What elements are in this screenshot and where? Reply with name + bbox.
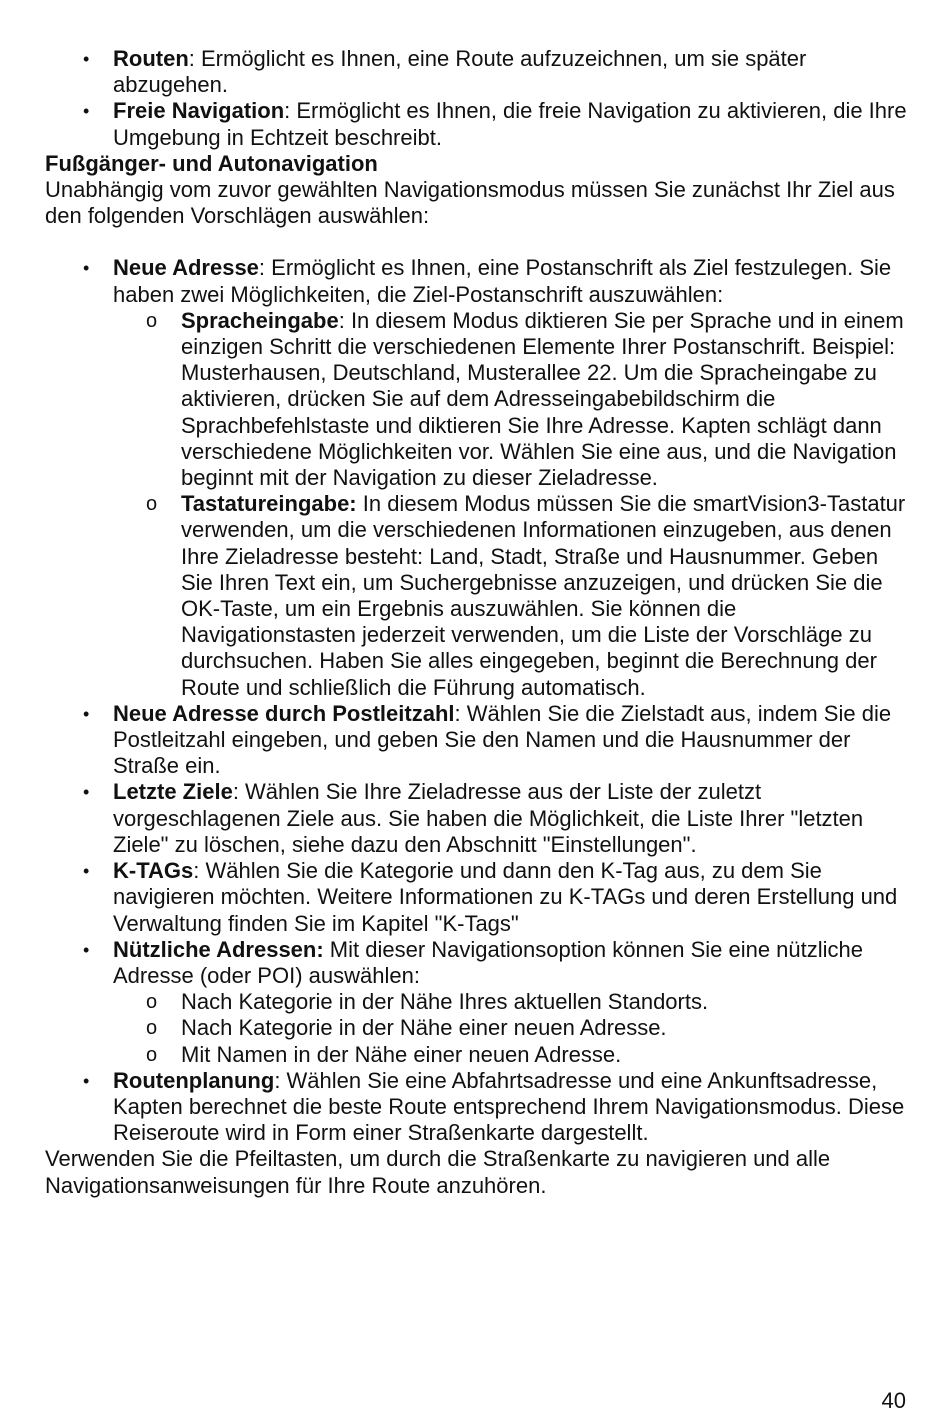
term: Tastatureingabe: <box>181 491 357 517</box>
term: Neue Adresse durch Postleitzahl <box>113 700 455 726</box>
circle-bullet-icon: o <box>146 493 158 516</box>
description: : Wählen Sie Ihre Zieladresse aus der Liste der zuletzt vorgeschlagenen Ziele aus. Sie haben die Möglichkeit, die Liste Ihrer "letzten Ziele" zu löschen, siehe dazu den Abschnitt "Einstellungen". <box>113 779 864 857</box>
term: Spracheingabe <box>181 307 339 333</box>
list-item <box>45 1068 915 1147</box>
bullet-icon: • <box>83 49 90 69</box>
list-item <box>45 98 915 150</box>
description: : In diesem Modus diktieren Sie per Sprache und in einem einzigen Schritt die verschiedenen Elemente Ihrer Postanschrift. Beispiel: Musterhausen, Deutschland, Musterallee 22. Um die Spracheingabe zu aktivieren, drücken Sie auf dem Adresseingabebildschirm die Sprachbefehlstaste und diktieren Sie Ihre Adresse. Kapten schlägt dann verschiedene Möglichkeiten vor. Wählen Sie eine aus, und die Navigation beginnt mit der Navigation zu dieser Zieladresse. <box>181 307 904 491</box>
circle-bullet-icon: o <box>146 1043 158 1066</box>
intro-bullet-list <box>45 46 915 151</box>
list-item <box>45 255 915 700</box>
list-item <box>45 937 915 1068</box>
term: Routenplanung <box>113 1067 275 1093</box>
sub-list-item <box>113 1015 915 1041</box>
description: : Wählen Sie die Kategorie und dann den K-Tag aus, zu dem Sie navigieren möchten. Weitere Informationen zu K-TAGs und deren Erstellung und Verwaltung finden Sie im Kapitel "K-Tags" <box>113 858 898 936</box>
circle-bullet-icon: o <box>146 991 158 1014</box>
list-item <box>45 46 915 98</box>
term: Routen <box>113 46 189 71</box>
description: : Wählen Sie die Zielstadt aus, indem Sie die Postleitzahl eingeben, und geben Sie den Namen und die Hausnummer der Straße ein. <box>113 700 892 779</box>
sub-list-item <box>113 1042 915 1068</box>
list-item <box>45 701 915 780</box>
description: : Ermöglicht es Ihnen, eine Postanschrift als Ziel festzulegen. Sie haben zwei Möglichkeiten, die Ziel-Postanschrift auszuwählen: <box>113 255 892 307</box>
term: Nützliche Adressen: <box>113 936 324 962</box>
section-intro: Unabhängig vom zuvor gewählten Navigationsmodus müssen Sie zunächst Ihr Ziel aus den folgenden Vorschlägen auswählen: <box>45 177 895 229</box>
description: Mit dieser Navigationsoption können Sie eine nützliche Adresse (oder POI) auswählen: <box>113 936 864 988</box>
term: Neue Adresse <box>113 255 259 281</box>
sub-list-item <box>113 989 915 1015</box>
page-number: 40 <box>881 1388 906 1413</box>
address-input-methods <box>113 308 915 701</box>
description: In diesem Modus müssen Sie die smartVision3-Tastatur verwenden, um die verschiedenen Informationen einzugeben, aus denen Ihre Zieladresse besteht: Land, Stadt, Straße und Hausnummer. Geben Sie Ihren Text ein, um Suchergebnisse anzuzeigen, und drücken Sie die OK-Taste, um ein Ergebnis auszuwählen. Sie können die Navigationstasten jederzeit verwenden, um die Liste der Vorschläge zu durchsuchen. Haben Sie alles eingegeben, beginnt die Berechnung der Route und schließlich die Führung automatisch. <box>181 491 906 700</box>
term: Freie Navigation <box>113 98 285 124</box>
description: : Ermöglicht es Ihnen, die freie Navigation zu aktivieren, die Ihre Umgebung in Echtzeit beschreibt. <box>113 98 907 150</box>
closing-paragraph: Verwenden Sie die Pfeiltasten, um durch die Straßenkarte zu navigieren und alle Navigationsanweisungen für Ihre Route anzuhören. <box>45 1146 831 1198</box>
circle-bullet-icon: o <box>146 1017 158 1040</box>
description: Mit Namen in der Nähe einer neuen Adresse. <box>181 1041 622 1067</box>
bullet-icon: • <box>83 703 90 724</box>
bullet-icon: • <box>83 782 90 803</box>
description: Nach Kategorie in der Nähe Ihres aktuellen Standorts. <box>181 989 709 1015</box>
bullet-icon: • <box>83 861 90 882</box>
description: : Wählen Sie eine Abfahrtsadresse und eine Ankunftsadresse, Kapten berechnet die beste Route entsprechend Ihrem Navigationsmodus. Diese Reiseroute wird in Form einer Straßenkarte dargestellt. <box>113 1067 905 1146</box>
bullet-icon: • <box>83 1070 90 1091</box>
description: Nach Kategorie in der Nähe einer neuen Adresse. <box>181 1015 667 1041</box>
bullet-icon: • <box>83 258 90 279</box>
list-item <box>45 779 915 858</box>
term: Letzte Ziele <box>113 779 233 805</box>
bullet-icon: • <box>83 101 90 122</box>
sub-list-item <box>113 308 915 491</box>
bullet-icon: • <box>83 939 90 960</box>
document-page <box>45 46 915 1199</box>
destination-options-list <box>45 255 915 1146</box>
circle-bullet-icon: o <box>146 309 158 332</box>
sub-list-item <box>113 491 915 701</box>
poi-search-methods <box>113 989 915 1068</box>
spacer <box>45 229 915 255</box>
description: : Ermöglicht es Ihnen, eine Route aufzuzeichnen, um sie später abzugehen. <box>113 46 807 98</box>
section-heading: Fußgänger- und Autonavigation <box>45 150 378 176</box>
term: K-TAGs <box>113 858 194 884</box>
list-item <box>45 858 915 937</box>
